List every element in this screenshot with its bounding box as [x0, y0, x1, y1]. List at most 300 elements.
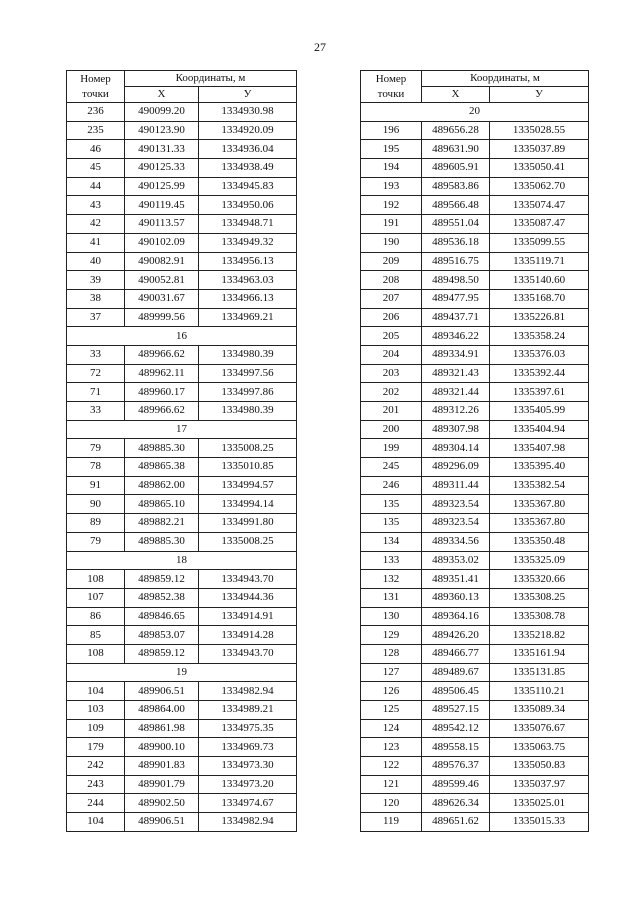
header-point-number-line2: точки	[377, 87, 405, 100]
y-coordinate-cell: 1335404.94	[490, 420, 589, 439]
table-row	[67, 177, 297, 196]
section-number: 20	[361, 103, 589, 122]
table-row	[67, 775, 297, 794]
x-coordinate-cell: 489966.62	[125, 345, 199, 364]
y-coordinate-cell: 1335074.47	[490, 196, 589, 215]
x-coordinate-cell: 489346.22	[422, 327, 490, 346]
y-coordinate-cell: 1335010.85	[199, 458, 297, 477]
table-row	[361, 701, 589, 720]
point-number-cell: 107	[67, 588, 125, 607]
x-coordinate-cell: 489906.51	[125, 682, 199, 701]
point-number-cell: 108	[67, 570, 125, 589]
x-coordinate-cell: 489466.77	[422, 644, 490, 663]
table-row	[67, 588, 297, 607]
y-coordinate-cell: 1334945.83	[199, 177, 297, 196]
x-coordinate-cell: 489296.09	[422, 458, 490, 477]
y-coordinate-cell: 1334989.21	[199, 701, 297, 720]
section-number: 17	[67, 420, 297, 439]
x-coordinate-cell: 489506.45	[422, 682, 490, 701]
point-number-cell: 120	[361, 794, 422, 813]
point-number-cell: 193	[361, 177, 422, 196]
point-number-cell: 196	[361, 121, 422, 140]
point-number-cell: 72	[67, 364, 125, 383]
point-number-cell: 194	[361, 159, 422, 178]
x-coordinate-cell: 489498.50	[422, 271, 490, 290]
y-coordinate-cell: 1334994.57	[199, 476, 297, 495]
table-row	[361, 682, 589, 701]
point-number-cell: 104	[67, 813, 125, 832]
point-number-cell: 89	[67, 514, 125, 533]
table-row	[361, 738, 589, 757]
x-coordinate-cell: 489542.12	[422, 719, 490, 738]
point-number-cell: 133	[361, 551, 422, 570]
point-number-cell: 127	[361, 663, 422, 682]
point-number-cell: 206	[361, 308, 422, 327]
header-coordinates: Координаты, м	[125, 71, 297, 87]
point-number-cell: 125	[361, 701, 422, 720]
x-coordinate-cell: 489859.12	[125, 644, 199, 663]
y-coordinate-cell: 1334969.73	[199, 738, 297, 757]
y-coordinate-cell: 1334973.30	[199, 757, 297, 776]
x-coordinate-cell: 489583.86	[422, 177, 490, 196]
point-number-cell: 124	[361, 719, 422, 738]
y-coordinate-cell: 1334943.70	[199, 570, 297, 589]
section-number: 18	[67, 551, 297, 570]
y-coordinate-cell: 1335062.70	[490, 177, 589, 196]
table-row	[361, 626, 589, 645]
point-number-cell: 119	[361, 813, 422, 832]
point-number-cell: 128	[361, 644, 422, 663]
table-row	[361, 476, 589, 495]
y-coordinate-cell: 1335087.47	[490, 215, 589, 234]
point-number-cell: 208	[361, 271, 422, 290]
table-row	[361, 402, 589, 421]
x-coordinate-cell: 489900.10	[125, 738, 199, 757]
y-coordinate-cell: 1335089.34	[490, 701, 589, 720]
point-number-cell: 45	[67, 159, 125, 178]
x-coordinate-cell: 490052.81	[125, 271, 199, 290]
point-number-cell: 135	[361, 514, 422, 533]
y-coordinate-cell: 1335076.67	[490, 719, 589, 738]
table-row	[67, 140, 297, 159]
x-coordinate-cell: 489334.91	[422, 345, 490, 364]
y-coordinate-cell: 1335382.54	[490, 476, 589, 495]
y-coordinate-cell: 1335015.33	[490, 813, 589, 832]
y-coordinate-cell: 1335050.41	[490, 159, 589, 178]
y-coordinate-cell: 1335161.94	[490, 644, 589, 663]
point-number-cell: 33	[67, 345, 125, 364]
table-row	[67, 757, 297, 776]
table-row	[361, 364, 589, 383]
table-row	[361, 121, 589, 140]
point-number-cell: 44	[67, 177, 125, 196]
x-coordinate-cell: 490082.91	[125, 252, 199, 271]
table-row	[67, 532, 297, 551]
table-row	[67, 289, 297, 308]
table-row	[361, 794, 589, 813]
point-number-cell: 243	[67, 775, 125, 794]
table-row	[361, 775, 589, 794]
table-row	[361, 196, 589, 215]
x-coordinate-cell: 490125.99	[125, 177, 199, 196]
y-coordinate-cell: 1335367.80	[490, 495, 589, 514]
y-coordinate-cell: 1334974.67	[199, 794, 297, 813]
point-number-cell: 190	[361, 233, 422, 252]
x-coordinate-cell: 490102.09	[125, 233, 199, 252]
table-row	[361, 813, 589, 832]
point-number-cell: 109	[67, 719, 125, 738]
x-coordinate-cell: 489536.18	[422, 233, 490, 252]
x-coordinate-cell: 490131.33	[125, 140, 199, 159]
point-number-cell: 103	[67, 701, 125, 720]
header-point-number-line2: точки	[82, 87, 109, 100]
x-coordinate-cell: 489853.07	[125, 626, 199, 645]
coordinates-table-right	[360, 70, 589, 832]
y-coordinate-cell: 1335140.60	[490, 271, 589, 290]
y-coordinate-cell: 1335392.44	[490, 364, 589, 383]
section-number: 16	[67, 327, 297, 346]
y-coordinate-cell: 1335325.09	[490, 551, 589, 570]
x-coordinate-cell: 490123.90	[125, 121, 199, 140]
x-coordinate-cell: 489906.51	[125, 813, 199, 832]
y-coordinate-cell: 1335407.98	[490, 439, 589, 458]
x-coordinate-cell: 489576.37	[422, 757, 490, 776]
point-number-cell: 134	[361, 532, 422, 551]
table-row	[361, 308, 589, 327]
point-number-cell: 204	[361, 345, 422, 364]
point-number-cell: 135	[361, 495, 422, 514]
point-number-cell: 123	[361, 738, 422, 757]
y-coordinate-cell: 1334966.13	[199, 289, 297, 308]
x-coordinate-cell: 490125.33	[125, 159, 199, 178]
section-row	[67, 551, 297, 570]
x-coordinate-cell: 489321.44	[422, 383, 490, 402]
y-coordinate-cell: 1335008.25	[199, 532, 297, 551]
x-coordinate-cell: 489527.15	[422, 701, 490, 720]
y-coordinate-cell: 1335358.24	[490, 327, 589, 346]
table-row	[361, 757, 589, 776]
table-row	[361, 532, 589, 551]
x-coordinate-cell: 489846.65	[125, 607, 199, 626]
point-number-cell: 37	[67, 308, 125, 327]
y-coordinate-cell: 1334997.86	[199, 383, 297, 402]
point-number-cell: 132	[361, 570, 422, 589]
y-coordinate-cell: 1335099.55	[490, 233, 589, 252]
table-row	[67, 458, 297, 477]
y-coordinate-cell: 1334949.32	[199, 233, 297, 252]
table-row	[67, 719, 297, 738]
table-row	[361, 458, 589, 477]
point-number-cell: 195	[361, 140, 422, 159]
x-coordinate-cell: 489656.28	[422, 121, 490, 140]
x-coordinate-cell: 489885.30	[125, 532, 199, 551]
table-row	[361, 177, 589, 196]
table-row	[361, 420, 589, 439]
x-coordinate-cell: 489599.46	[422, 775, 490, 794]
point-number-cell: 205	[361, 327, 422, 346]
table-row	[67, 813, 297, 832]
y-coordinate-cell: 1335063.75	[490, 738, 589, 757]
point-number-cell: 46	[67, 140, 125, 159]
table-row	[67, 701, 297, 720]
y-coordinate-cell: 1334936.04	[199, 140, 297, 159]
table-row	[67, 738, 297, 757]
x-coordinate-cell: 489334.56	[422, 532, 490, 551]
table-row	[361, 495, 589, 514]
x-coordinate-cell: 490113.57	[125, 215, 199, 234]
page-number: 27	[314, 40, 326, 54]
x-coordinate-cell: 489551.04	[422, 215, 490, 234]
y-coordinate-cell: 1335028.55	[490, 121, 589, 140]
table-row	[361, 327, 589, 346]
table-row	[67, 626, 297, 645]
x-coordinate-cell: 489864.00	[125, 701, 199, 720]
y-coordinate-cell: 1335367.80	[490, 514, 589, 533]
point-number-cell: 40	[67, 252, 125, 271]
y-coordinate-cell: 1335376.03	[490, 345, 589, 364]
x-coordinate-cell: 490099.20	[125, 103, 199, 122]
point-number-cell: 78	[67, 458, 125, 477]
point-number-cell: 71	[67, 383, 125, 402]
x-coordinate-cell: 489626.34	[422, 794, 490, 813]
x-coordinate-cell: 489489.67	[422, 663, 490, 682]
y-coordinate-cell: 1334991.80	[199, 514, 297, 533]
x-coordinate-cell: 489351.41	[422, 570, 490, 589]
section-row	[67, 420, 297, 439]
table-row	[67, 383, 297, 402]
point-number-cell: 246	[361, 476, 422, 495]
y-coordinate-cell: 1335168.70	[490, 289, 589, 308]
y-coordinate-cell: 1334982.94	[199, 682, 297, 701]
point-number-cell: 79	[67, 532, 125, 551]
point-number-cell: 108	[67, 644, 125, 663]
y-coordinate-cell: 1335110.21	[490, 682, 589, 701]
x-coordinate-cell: 489852.38	[125, 588, 199, 607]
x-coordinate-cell: 489902.50	[125, 794, 199, 813]
y-coordinate-cell: 1334930.98	[199, 103, 297, 122]
y-coordinate-cell: 1335395.40	[490, 458, 589, 477]
x-coordinate-cell: 489321.43	[422, 364, 490, 383]
table-row	[361, 252, 589, 271]
point-number-cell: 104	[67, 682, 125, 701]
y-coordinate-cell: 1335050.83	[490, 757, 589, 776]
point-number-cell: 191	[361, 215, 422, 234]
coordinates-table-left	[66, 70, 297, 832]
y-coordinate-cell: 1334980.39	[199, 402, 297, 421]
table-row	[361, 140, 589, 159]
point-number-cell: 85	[67, 626, 125, 645]
table-row	[67, 233, 297, 252]
table-row	[67, 495, 297, 514]
x-coordinate-cell: 489631.90	[422, 140, 490, 159]
table-row	[361, 607, 589, 626]
y-coordinate-cell: 1334973.20	[199, 775, 297, 794]
y-coordinate-cell: 1334994.14	[199, 495, 297, 514]
x-coordinate-cell: 489605.91	[422, 159, 490, 178]
x-coordinate-cell: 489477.95	[422, 289, 490, 308]
y-coordinate-cell: 1334938.49	[199, 159, 297, 178]
point-number-cell: 203	[361, 364, 422, 383]
table-row	[67, 682, 297, 701]
table-row	[361, 289, 589, 308]
x-coordinate-cell: 489885.30	[125, 439, 199, 458]
y-coordinate-cell: 1335405.99	[490, 402, 589, 421]
table-row	[67, 308, 297, 327]
x-coordinate-cell: 489566.48	[422, 196, 490, 215]
point-number-cell: 209	[361, 252, 422, 271]
x-coordinate-cell: 489901.83	[125, 757, 199, 776]
y-coordinate-cell: 1335119.71	[490, 252, 589, 271]
table-row	[67, 121, 297, 140]
y-coordinate-cell: 1334914.28	[199, 626, 297, 645]
table-row	[361, 551, 589, 570]
y-coordinate-cell: 1334969.21	[199, 308, 297, 327]
point-number-cell: 202	[361, 383, 422, 402]
x-coordinate-cell: 490119.45	[125, 196, 199, 215]
point-number-cell: 129	[361, 626, 422, 645]
x-coordinate-cell: 489966.62	[125, 402, 199, 421]
table-row	[361, 233, 589, 252]
table-row	[67, 196, 297, 215]
x-coordinate-cell: 489865.10	[125, 495, 199, 514]
point-number-cell: 41	[67, 233, 125, 252]
x-coordinate-cell: 489364.16	[422, 607, 490, 626]
y-coordinate-cell: 1334920.09	[199, 121, 297, 140]
table-row	[361, 644, 589, 663]
table-row	[67, 271, 297, 290]
y-coordinate-cell: 1334982.94	[199, 813, 297, 832]
point-number-cell: 39	[67, 271, 125, 290]
point-number-cell: 33	[67, 402, 125, 421]
point-number-cell: 42	[67, 215, 125, 234]
y-coordinate-cell: 1334997.56	[199, 364, 297, 383]
x-coordinate-cell: 489426.20	[422, 626, 490, 645]
table-row	[67, 570, 297, 589]
y-coordinate-cell: 1334956.13	[199, 252, 297, 271]
header-y: У	[490, 87, 589, 103]
point-number-cell: 179	[67, 738, 125, 757]
table-row	[361, 271, 589, 290]
section-row	[361, 103, 589, 122]
y-coordinate-cell: 1334950.06	[199, 196, 297, 215]
table-row	[67, 215, 297, 234]
point-number-cell: 192	[361, 196, 422, 215]
x-coordinate-cell: 489323.54	[422, 514, 490, 533]
y-coordinate-cell: 1335226.81	[490, 308, 589, 327]
table-row	[67, 794, 297, 813]
y-coordinate-cell: 1334948.71	[199, 215, 297, 234]
point-number-cell: 122	[361, 757, 422, 776]
table-row	[361, 159, 589, 178]
point-number-cell: 200	[361, 420, 422, 439]
point-number-cell: 90	[67, 495, 125, 514]
point-number-cell: 242	[67, 757, 125, 776]
point-number-cell: 91	[67, 476, 125, 495]
header-y: У	[199, 87, 297, 103]
section-row	[67, 663, 297, 682]
y-coordinate-cell: 1335397.61	[490, 383, 589, 402]
table-row	[67, 439, 297, 458]
y-coordinate-cell: 1334943.70	[199, 644, 297, 663]
table-row	[67, 476, 297, 495]
point-number-cell: 201	[361, 402, 422, 421]
table-row	[67, 159, 297, 178]
section-row	[67, 327, 297, 346]
point-number-cell: 86	[67, 607, 125, 626]
x-coordinate-cell: 489311.44	[422, 476, 490, 495]
point-number-cell: 245	[361, 458, 422, 477]
y-coordinate-cell: 1335037.89	[490, 140, 589, 159]
y-coordinate-cell: 1335350.48	[490, 532, 589, 551]
header-coordinates: Координаты, м	[422, 71, 589, 87]
x-coordinate-cell: 489960.17	[125, 383, 199, 402]
section-number: 19	[67, 663, 297, 682]
y-coordinate-cell: 1334914.91	[199, 607, 297, 626]
y-coordinate-cell: 1334980.39	[199, 345, 297, 364]
x-coordinate-cell: 489558.15	[422, 738, 490, 757]
x-coordinate-cell: 489859.12	[125, 570, 199, 589]
point-number-cell: 38	[67, 289, 125, 308]
y-coordinate-cell: 1335131.85	[490, 663, 589, 682]
table-row	[67, 514, 297, 533]
header-point-number-line1: Номер	[80, 72, 111, 85]
x-coordinate-cell: 489865.38	[125, 458, 199, 477]
table-row	[361, 663, 589, 682]
table-row	[361, 570, 589, 589]
point-number-cell: 130	[361, 607, 422, 626]
y-coordinate-cell: 1335008.25	[199, 439, 297, 458]
x-coordinate-cell: 490031.67	[125, 289, 199, 308]
table-row	[67, 364, 297, 383]
point-number-cell: 126	[361, 682, 422, 701]
point-number-cell: 199	[361, 439, 422, 458]
x-coordinate-cell: 489901.79	[125, 775, 199, 794]
header-point-number	[67, 71, 125, 103]
x-coordinate-cell: 489323.54	[422, 495, 490, 514]
table-row	[67, 103, 297, 122]
x-coordinate-cell: 489307.98	[422, 420, 490, 439]
point-number-cell: 79	[67, 439, 125, 458]
point-number-cell: 235	[67, 121, 125, 140]
table-row	[67, 252, 297, 271]
table-row	[361, 588, 589, 607]
y-coordinate-cell: 1334963.03	[199, 271, 297, 290]
y-coordinate-cell: 1335308.25	[490, 588, 589, 607]
point-number-cell: 244	[67, 794, 125, 813]
x-coordinate-cell: 489304.14	[422, 439, 490, 458]
table-row	[361, 215, 589, 234]
y-coordinate-cell: 1334944.36	[199, 588, 297, 607]
x-coordinate-cell: 489882.21	[125, 514, 199, 533]
x-coordinate-cell: 489516.75	[422, 252, 490, 271]
point-number-cell: 236	[67, 103, 125, 122]
table-row	[361, 514, 589, 533]
x-coordinate-cell: 489437.71	[422, 308, 490, 327]
point-number-cell: 43	[67, 196, 125, 215]
y-coordinate-cell: 1335025.01	[490, 794, 589, 813]
y-coordinate-cell: 1335320.66	[490, 570, 589, 589]
table-row	[361, 345, 589, 364]
y-coordinate-cell: 1335218.82	[490, 626, 589, 645]
header-point-number	[361, 71, 422, 103]
y-coordinate-cell: 1335308.78	[490, 607, 589, 626]
point-number-cell: 131	[361, 588, 422, 607]
table-row	[67, 607, 297, 626]
x-coordinate-cell: 489962.11	[125, 364, 199, 383]
x-coordinate-cell: 489999.56	[125, 308, 199, 327]
x-coordinate-cell: 489651.62	[422, 813, 490, 832]
header-x: X	[422, 87, 490, 103]
